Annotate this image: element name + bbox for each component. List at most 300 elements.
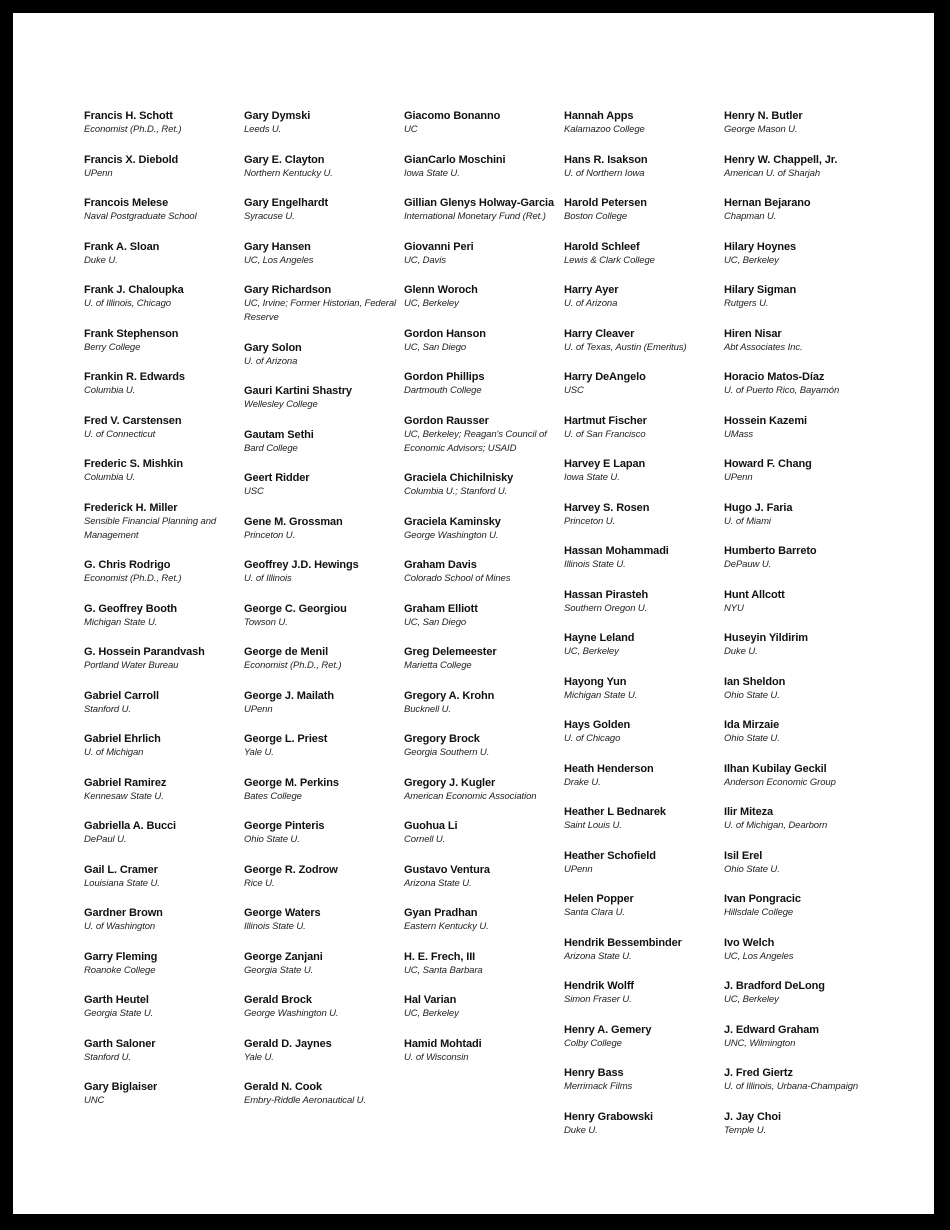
- signatory-affiliation: UNC, Wilmington: [724, 1037, 796, 1049]
- signatory-entry: [724, 109, 882, 137]
- signatory-affiliation: Boston College: [564, 211, 628, 222]
- signatory-name: Hartmut Fischer: [564, 414, 647, 427]
- signatory-name: G. Hossein Parandvash: [84, 646, 205, 658]
- signatory-name: George L. Priest: [244, 733, 328, 745]
- signatory-entry: [84, 283, 242, 311]
- signatory-affiliation: U. of San Francisco: [564, 428, 646, 440]
- signatory-name: Gordon Phillips: [404, 371, 485, 383]
- signatory-name: Hernan Bejarano: [724, 197, 811, 209]
- signatory-affiliation: Yale U.: [244, 747, 274, 758]
- signatory-column-2: [244, 109, 402, 1124]
- signatory-name: Gyan Pradhan: [404, 907, 478, 919]
- signatory-affiliation: Merrimack Films: [564, 1081, 633, 1092]
- signatory-affiliation: U. of Illinois: [244, 573, 292, 584]
- signatory-name: Greg Delemeester: [404, 646, 497, 658]
- signatory-name: Gregory J. Kugler: [404, 776, 496, 789]
- signatory-affiliation: U. of Michigan: [84, 747, 144, 758]
- signatory-entry: [724, 849, 882, 877]
- signatory-affiliation: UC, Santa Barbara: [404, 964, 483, 976]
- signatory-affiliation: Georgia State U.: [244, 964, 314, 976]
- signatory-affiliation: Duke U.: [724, 646, 758, 657]
- signatory-affiliation: DePauw U.: [724, 559, 772, 570]
- signatory-entry: [404, 414, 562, 456]
- signatory-entry: [84, 819, 242, 847]
- signatory-name: J. Jay Choi: [724, 1110, 781, 1123]
- signatory-entry: [84, 153, 242, 181]
- signatory-affiliation: Ohio State U.: [724, 733, 780, 744]
- signatory-affiliation: U. of Illinois, Urbana-Champaign: [724, 1081, 859, 1092]
- signatory-entry: [404, 689, 562, 717]
- signatory-name: Francis H. Schott: [84, 110, 173, 122]
- signatory-affiliation: USC: [244, 486, 264, 497]
- signatory-name: Frederic S. Mishkin: [84, 458, 183, 470]
- signatory-affiliation: Columbia U.: [84, 385, 136, 396]
- signatory-name: Gary E. Clayton: [244, 153, 325, 166]
- signatory-name: George Zanjani: [244, 950, 323, 963]
- signatory-name: Gautam Sethi: [244, 428, 314, 441]
- signatory-name: GianCarlo Moschini: [404, 153, 506, 166]
- signatory-name: Ilhan Kubilay Geckil: [724, 762, 827, 775]
- signatory-affiliation: Arizona State U.: [404, 877, 472, 889]
- signatory-entry: [84, 240, 242, 268]
- signatory-name: Hassan Pirasteh: [564, 588, 649, 601]
- signatory-affiliation: U. of Washington: [84, 921, 156, 932]
- signatory-entry: [244, 732, 402, 760]
- signatory-entry: [84, 1037, 242, 1065]
- signatory-entry: [564, 109, 722, 137]
- signatory-name: Hamid Mohtadi: [404, 1037, 482, 1050]
- signatory-entry: [724, 327, 882, 355]
- signatory-entry: [244, 950, 402, 978]
- signatory-affiliation: UC, Los Angeles: [724, 950, 794, 962]
- signatory-affiliation: Illinois State U.: [244, 921, 306, 932]
- signatory-entry: [244, 471, 402, 499]
- signatory-entry: [404, 240, 562, 268]
- signatory-entry: [244, 558, 402, 586]
- signatory-entry: [84, 602, 242, 630]
- signatory-entry: [84, 906, 242, 934]
- signatory-entry: [724, 892, 882, 920]
- signatory-name: J. Bradford DeLong: [724, 980, 825, 992]
- signatory-name: G. Chris Rodrigo: [84, 559, 171, 571]
- signatory-affiliation: Portland Water Bureau: [84, 660, 179, 671]
- signatory-name: Harvey E Lapan: [564, 458, 646, 470]
- signatory-name: Hossein Kazemi: [724, 414, 807, 427]
- signatory-entry: [404, 602, 562, 630]
- signatory-entry: [564, 936, 722, 964]
- signatory-entry: [244, 109, 402, 137]
- signatory-affiliation: UC, Berkeley: [404, 1008, 459, 1019]
- signatory-name: Fred V. Carstensen: [84, 414, 182, 427]
- signatory-affiliation: Wellesley College: [244, 399, 318, 410]
- signatory-entry: [244, 993, 402, 1021]
- signatory-entry: [564, 327, 722, 355]
- signatory-affiliation: Ohio State U.: [724, 863, 780, 875]
- signatory-affiliation: UPenn: [564, 863, 593, 875]
- signatory-entry: [84, 414, 242, 442]
- signatory-name: Horacio Matos-Díaz: [724, 371, 825, 383]
- signatory-name: Harvey S. Rosen: [564, 501, 650, 514]
- signatory-entry: [564, 1066, 722, 1094]
- signatory-affiliation: UMass: [724, 428, 754, 440]
- signatory-entry: [564, 1110, 722, 1138]
- signatory-affiliation: UC, San Diego: [404, 341, 467, 353]
- signatory-affiliation: Drake U.: [564, 776, 601, 788]
- signatory-column-4: [564, 109, 722, 1153]
- signatory-entry: [244, 906, 402, 934]
- signatory-column-3: [404, 109, 562, 1080]
- signatory-entry: [724, 414, 882, 442]
- signatory-entry: [404, 950, 562, 978]
- signatory-entry: [84, 327, 242, 355]
- signatory-affiliation: Louisiana State U.: [84, 877, 160, 889]
- signatory-affiliation: UC, Berkeley: [404, 298, 459, 309]
- signatory-affiliation: Georgia State U.: [84, 1008, 154, 1019]
- signatory-name: Hendrik Wolff: [564, 980, 634, 992]
- signatory-affiliation: Colorado School of Mines: [404, 573, 511, 584]
- signatory-affiliation: Naval Postgraduate School: [84, 211, 197, 222]
- signatory-entry: [564, 762, 722, 790]
- signatory-name: Gerald N. Cook: [244, 1081, 323, 1093]
- signatory-entry: [724, 1023, 882, 1051]
- signatory-entry: [84, 732, 242, 760]
- signatory-entry: [724, 718, 882, 746]
- signatory-name: Frederick H. Miller: [84, 501, 178, 514]
- signatory-entry: [724, 762, 882, 790]
- signatory-affiliation: Santa Clara U.: [564, 907, 625, 918]
- signatory-name: Gary Biglaiser: [84, 1081, 158, 1093]
- signatory-affiliation: UC, Los Angeles: [244, 254, 314, 266]
- signatory-affiliation: Rice U.: [244, 877, 275, 889]
- signatory-name: Ivan Pongracic: [724, 893, 801, 905]
- signatory-affiliation: Columbia U.: [84, 472, 136, 483]
- signatory-entry: [244, 1080, 402, 1108]
- signatory-affiliation: Eastern Kentucky U.: [404, 921, 489, 932]
- signatory-entry: [564, 675, 722, 703]
- signatory-name: Graciela Kaminsky: [404, 515, 501, 528]
- signatory-entry: [564, 414, 722, 442]
- signatory-entry: [404, 153, 562, 181]
- signatory-affiliation: DePaul U.: [84, 834, 127, 845]
- signatory-entry: [404, 863, 562, 891]
- signatory-affiliation: Southern Oregon U.: [564, 602, 648, 614]
- signatory-affiliation: U. of Michigan, Dearborn: [724, 820, 828, 831]
- signatory-name: Gardner Brown: [84, 907, 163, 919]
- signatory-entry: [84, 558, 242, 586]
- signatory-name: Gordon Hanson: [404, 327, 486, 340]
- signatory-entry: [404, 471, 562, 499]
- signatory-entry: [724, 936, 882, 964]
- signatory-entry: [564, 153, 722, 181]
- signatory-name: Henry Grabowski: [564, 1110, 653, 1123]
- signatory-name: Harry DeAngelo: [564, 371, 646, 383]
- signatory-affiliation: Stanford U.: [84, 703, 131, 715]
- signatory-entry: [84, 196, 242, 224]
- signatory-entry: [244, 384, 402, 412]
- signatory-name: Garth Saloner: [84, 1037, 156, 1050]
- signatory-name: Heather Schofield: [564, 849, 656, 862]
- signatory-affiliation: Kalamazoo College: [564, 124, 645, 135]
- signatory-entry: [404, 1037, 562, 1065]
- signatory-name: Gustavo Ventura: [404, 863, 490, 876]
- signatory-affiliation: Roanoke College: [84, 964, 156, 976]
- signatory-affiliation: UC, Berkeley: [724, 254, 779, 266]
- signatory-entry: [564, 892, 722, 920]
- signatory-affiliation: Northern Kentucky U.: [244, 167, 333, 179]
- signatory-entry: [404, 515, 562, 543]
- signatory-affiliation: UNC: [84, 1095, 105, 1106]
- signatory-affiliation: UC, Davis: [404, 254, 446, 266]
- signatory-entry: [404, 283, 562, 311]
- signatory-name: H. E. Frech, III: [404, 950, 476, 963]
- signatory-entry: [724, 153, 882, 181]
- signatory-affiliation: Hillsdale College: [724, 907, 794, 918]
- signatory-affiliation: Leeds U.: [244, 124, 282, 135]
- signatory-name: Howard F. Chang: [724, 458, 812, 470]
- signatory-affiliation: American U. of Sharjah: [724, 167, 821, 179]
- signatory-name: Gary Hansen: [244, 240, 311, 253]
- signatory-affiliation: Economist (Ph.D., Ret.): [84, 573, 182, 584]
- signatory-entry: [84, 501, 242, 543]
- signatory-entry: [84, 993, 242, 1021]
- signatory-affiliation: NYU: [724, 602, 744, 614]
- signatory-name: Gabriel Carroll: [84, 689, 159, 702]
- signatory-entry: [564, 805, 722, 833]
- signatory-affiliation: George Mason U.: [724, 124, 798, 135]
- signatory-name: Helen Popper: [564, 893, 634, 905]
- signatory-entry: [724, 370, 882, 398]
- signatory-name: Hunt Allcott: [724, 588, 785, 601]
- signatory-affiliation: U. of Wisconsin: [404, 1051, 469, 1063]
- signatory-entry: [564, 240, 722, 268]
- signatory-affiliation: UPenn: [84, 167, 113, 179]
- signatory-affiliation: Colby College: [564, 1037, 622, 1049]
- signatory-entry: [724, 501, 882, 529]
- signatory-affiliation: Marietta College: [404, 660, 472, 671]
- signatory-name: Graham Davis: [404, 559, 477, 571]
- signatory-name: Gerald Brock: [244, 994, 312, 1006]
- signatory-name: Geert Ridder: [244, 472, 310, 484]
- signatory-name: Gabriella A. Bucci: [84, 820, 176, 832]
- signatory-affiliation: Economist (Ph.D., Ret.): [84, 124, 182, 135]
- signatory-affiliation: Towson U.: [244, 616, 288, 628]
- signatory-entry: [724, 457, 882, 485]
- signatory-entry: [244, 153, 402, 181]
- signatory-affiliation: Princeton U.: [244, 529, 296, 541]
- signatory-name: Gillian Glenys Holway-Garcia: [404, 197, 555, 209]
- signatory-name: Isil Erel: [724, 849, 763, 862]
- signatory-affiliation: U. of Texas, Austin (Emeritus): [564, 341, 687, 353]
- signatory-affiliation: UC, Berkeley; Reagan's Council of Economic Advisors; USAID: [404, 428, 547, 454]
- signatory-entry: [404, 993, 562, 1021]
- signatory-name: George M. Perkins: [244, 776, 339, 789]
- signatory-affiliation: Yale U.: [244, 1051, 274, 1063]
- signatory-affiliation: Simon Fraser U.: [564, 994, 632, 1005]
- signatory-affiliation: U. of Arizona: [244, 355, 298, 367]
- signatory-entry: [724, 631, 882, 659]
- signatory-name: Frankin R. Edwards: [84, 371, 185, 383]
- signatory-affiliation: Iowa State U.: [404, 167, 460, 179]
- signatory-affiliation: Bard College: [244, 442, 298, 454]
- signatory-affiliation: Michigan State U.: [564, 689, 638, 701]
- signatory-name: Gary Dymski: [244, 110, 311, 122]
- signatory-entry: [724, 283, 882, 311]
- signatory-entry: [244, 515, 402, 543]
- signatory-name: Garry Fleming: [84, 950, 158, 963]
- signatory-name: Harry Cleaver: [564, 327, 635, 340]
- signatory-column-5: [724, 109, 882, 1153]
- signatory-affiliation: Economist (Ph.D., Ret.): [244, 660, 342, 671]
- signatory-name: Ivo Welch: [724, 936, 775, 949]
- signatory-name: J. Fred Giertz: [724, 1067, 793, 1079]
- signatory-name: Hays Golden: [564, 719, 631, 731]
- signatory-name: Gerald D. Jaynes: [244, 1037, 332, 1050]
- signatory-name: George C. Georgiou: [244, 602, 347, 615]
- signatory-affiliation: Arizona State U.: [564, 950, 632, 962]
- signatory-affiliation: Iowa State U.: [564, 472, 620, 483]
- signatory-name: Humberto Barreto: [724, 545, 817, 557]
- signatory-entry: [244, 283, 402, 325]
- signatory-affiliation: Abt Associates Inc.: [724, 341, 803, 353]
- signatory-affiliation: Michigan State U.: [84, 616, 158, 628]
- signatory-name: Frank J. Chaloupka: [84, 284, 184, 296]
- signatory-entry: [564, 457, 722, 485]
- signatory-name: J. Edward Graham: [724, 1023, 819, 1036]
- signatory-name: Henry Bass: [564, 1067, 624, 1079]
- signatory-affiliation: U. of Puerto Rico, Bayamón: [724, 385, 840, 396]
- signatory-affiliation: George Washington U.: [244, 1008, 339, 1019]
- signatory-name: Ian Sheldon: [724, 675, 786, 688]
- signatory-name: George Pinteris: [244, 820, 325, 832]
- signatory-affiliation: UC: [404, 124, 418, 135]
- signatory-name: Geoffrey J.D. Hewings: [244, 559, 359, 571]
- signatory-name: Henry N. Butler: [724, 110, 803, 122]
- signatory-affiliation: Anderson Economic Group: [724, 776, 836, 788]
- signatory-entry: [244, 863, 402, 891]
- signatory-affiliation: UC, Berkeley: [564, 646, 619, 657]
- signatory-entry: [724, 675, 882, 703]
- signatory-name: Heather L Bednarek: [564, 806, 666, 818]
- signatory-entry: [564, 196, 722, 224]
- signatory-entry: [564, 979, 722, 1007]
- signatory-entry: [84, 950, 242, 978]
- signatory-name: Hugo J. Faria: [724, 501, 793, 514]
- signatory-name: Hayne Leland: [564, 632, 635, 644]
- signatory-name: George J. Mailath: [244, 689, 334, 702]
- signatory-affiliation: U. of Connecticut: [84, 428, 156, 440]
- signatory-affiliation: Princeton U.: [564, 515, 616, 527]
- signatory-entry: [84, 370, 242, 398]
- signatory-entry: [724, 979, 882, 1007]
- signatory-name: Harold Petersen: [564, 197, 647, 209]
- signatory-entry: [84, 645, 242, 673]
- signatory-entry: [84, 689, 242, 717]
- signatory-affiliation: Chapman U.: [724, 211, 777, 222]
- signatory-entry: [404, 776, 562, 804]
- signatory-entry: [244, 819, 402, 847]
- signatory-name: Gary Solon: [244, 341, 302, 354]
- signatory-name: Hal Varian: [404, 994, 457, 1006]
- signatory-name: Henry W. Chappell, Jr.: [724, 153, 838, 166]
- signatory-entry: [244, 602, 402, 630]
- signatory-affiliation: Dartmouth College: [404, 385, 482, 396]
- signatory-name: Graciela Chichilnisky: [404, 472, 514, 484]
- signatory-name: Francois Melese: [84, 197, 169, 209]
- signatory-name: Gabriel Ramirez: [84, 776, 167, 789]
- document-page: [13, 13, 934, 1214]
- signatory-entry: [404, 819, 562, 847]
- signatory-entry: [244, 196, 402, 224]
- signatory-affiliation: George Washington U.: [404, 529, 499, 541]
- signatory-name: Gene M. Grossman: [244, 515, 343, 528]
- signatory-entry: [564, 718, 722, 746]
- signatory-affiliation: Bucknell U.: [404, 703, 451, 715]
- signatory-entry: [564, 544, 722, 572]
- signatory-entry: [244, 689, 402, 717]
- signatory-affiliation: U. of Arizona: [564, 298, 618, 309]
- signatory-affiliation: American Economic Association: [404, 790, 537, 802]
- signatory-name: Harold Schleef: [564, 240, 640, 253]
- signatory-name: Ida Mirzaie: [724, 719, 780, 731]
- signatory-name: Glenn Woroch: [404, 284, 478, 296]
- signatory-entry: [84, 457, 242, 485]
- signatory-affiliation: Lewis & Clark College: [564, 254, 655, 266]
- signatory-entry: [564, 501, 722, 529]
- signatory-name: Hans R. Isakson: [564, 153, 648, 166]
- signatory-name: George de Menil: [244, 646, 329, 658]
- signatory-name: Hiren Nisar: [724, 327, 782, 340]
- signatory-name: Heath Henderson: [564, 762, 654, 775]
- signatory-entry: [724, 588, 882, 616]
- signatory-entry: [404, 196, 562, 224]
- signatory-affiliation: USC: [564, 385, 584, 396]
- signatory-affiliation: Rutgers U.: [724, 298, 769, 309]
- signatory-affiliation: UC, Irvine; Former Historian, Federal Reserve: [244, 298, 397, 323]
- signatory-entry: [564, 283, 722, 311]
- signatory-entry: [84, 863, 242, 891]
- signatory-column-1: [84, 109, 242, 1124]
- signatory-affiliation: UPenn: [244, 703, 273, 715]
- signatory-name: Hilary Sigman: [724, 284, 797, 296]
- signatory-entry: [84, 109, 242, 137]
- signatory-entry: [724, 196, 882, 224]
- signatory-affiliation: Ohio State U.: [724, 689, 780, 701]
- signatory-affiliation: UC, San Diego: [404, 616, 467, 628]
- signatory-entry: [244, 341, 402, 369]
- signatory-name: Giovanni Peri: [404, 240, 474, 253]
- signatory-entry: [244, 645, 402, 673]
- signatory-entry: [404, 327, 562, 355]
- signatory-entry: [404, 645, 562, 673]
- signatory-name: Graham Elliott: [404, 602, 478, 615]
- signatory-entry: [564, 849, 722, 877]
- signatory-name: Gordon Rausser: [404, 414, 489, 427]
- signatory-name: Giacomo Bonanno: [404, 110, 501, 122]
- signatory-entry: [404, 370, 562, 398]
- signatory-entry: [404, 906, 562, 934]
- signatory-affiliation: U. of Northern Iowa: [564, 167, 645, 179]
- signatory-entry: [244, 776, 402, 804]
- signatory-name: Gregory A. Krohn: [404, 689, 495, 702]
- signatory-name: Guohua Li: [404, 820, 458, 832]
- signatory-entry: [564, 370, 722, 398]
- signatory-affiliation: Cornell U.: [404, 834, 446, 845]
- signatory-entry: [244, 240, 402, 268]
- signatory-name: Hendrik Bessembinder: [564, 936, 682, 949]
- signatory-entry: [244, 428, 402, 456]
- signatory-affiliation: UPenn: [724, 472, 753, 483]
- signatory-affiliation: Bates College: [244, 790, 302, 802]
